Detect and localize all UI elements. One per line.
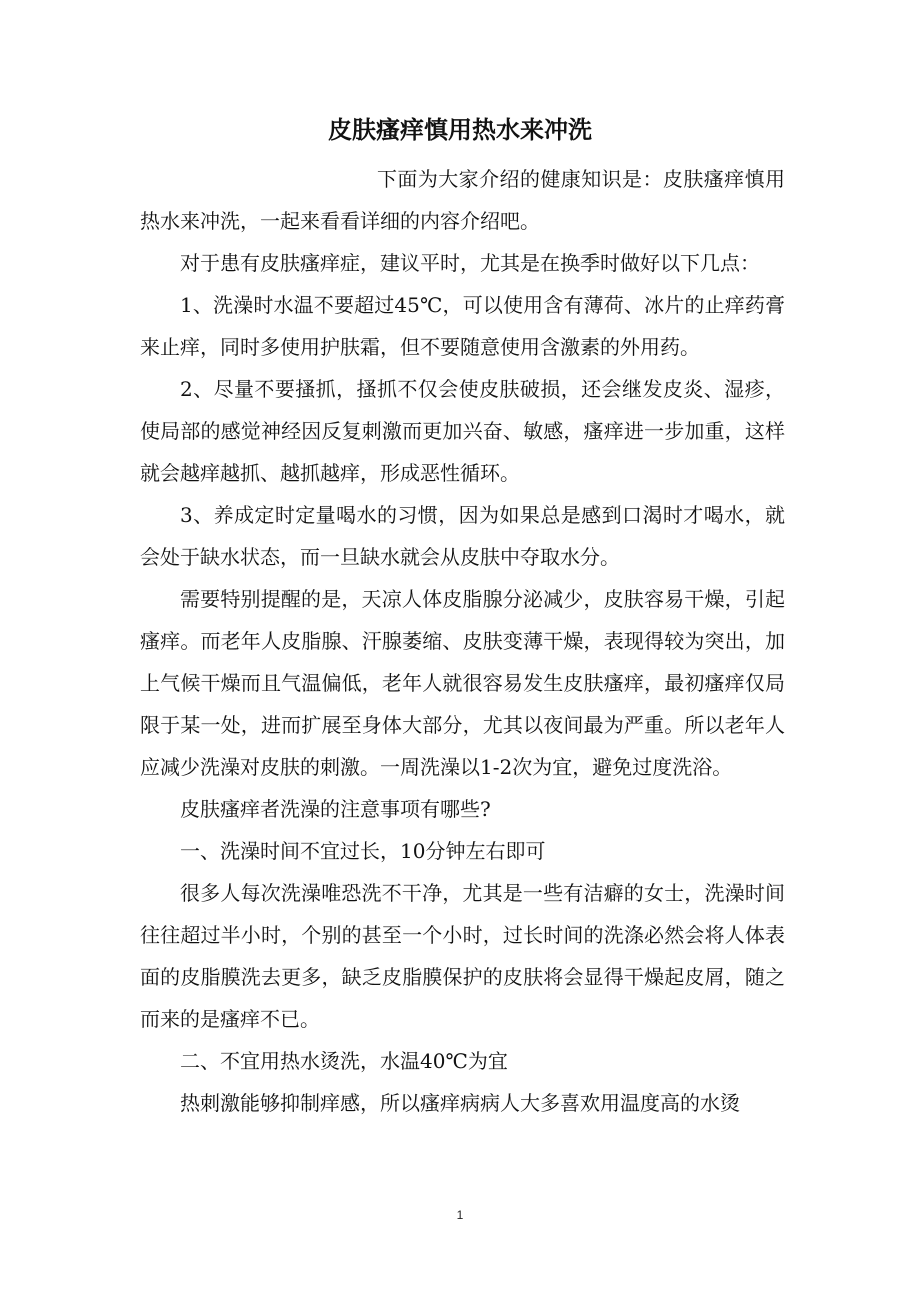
paragraph-heat-stimulus: 热刺激能够抑制痒感，所以瘙痒病病人大多喜欢用温度高的水烫 [180,1091,740,1115]
paragraph-intro: 下面为大家介绍的健康知识是：皮肤瘙痒慎用热水来冲洗，一起来看看详细的内容介绍吧。 [140,167,785,233]
paragraph-reminder: 需要特别提醒的是，天凉人体皮脂腺分泌减少，皮肤容易干燥，引起瘙痒。而老年人皮脂腺、汗腺萎缩、皮肤变薄干燥，表现得较为突出，加上气候干燥而且气温偏低，老年人就很容易发生皮肤瘙痒，最初瘙痒仅局限于某一处，进而扩展至身体大部分，尤其以夜间最为严重。所以老年人应减少洗澡对皮肤的刺激。一周洗澡以1-2次为宜，避免过度洗浴。 [140,587,785,779]
document-body [140,158,785,1124]
paragraph-point-3: 3、养成定时定量喝水的习惯，因为如果总是感到口渴时才喝水，就会处于缺水状态，而一旦缺水就会从皮肤中夺取水分。 [140,503,785,569]
heading-point-one: 一、洗澡时间不宜过长，10分钟左右即可 [180,839,546,863]
paragraph-point-1: 1、洗澡时水温不要超过45℃，可以使用含有薄荷、冰片的止痒药膏来止痒，同时多使用护肤霜，但不要随意使用含激素的外用药。 [140,293,785,359]
paragraph-bath-duration: 很多人每次洗澡唯恐洗不干净，尤其是一些有洁癖的女士，洗澡时间往往超过半小时，个别的甚至一个小时，过长时间的洗涤必然会将人体表面的皮脂膜洗去更多，缺乏皮脂膜保护的皮肤将会显得干燥起皮屑，随之而来的是瘙痒不已。 [140,881,785,1031]
page-number: 1 [456,1208,464,1222]
paragraph-question: 皮肤瘙痒者洗澡的注意事项有哪些? [180,797,491,821]
paragraph-point-2: 2、尽量不要搔抓，搔抓不仅会使皮肤破损，还会继发皮炎、湿疹，使局部的感觉神经因反复刺激而更加兴奋、敏感，瘙痒进一步加重，这样就会越痒越抓、越抓越痒，形成恶性循环。 [140,377,785,485]
document-title: 皮肤瘙痒慎用热水来冲洗 [328,116,592,144]
paragraph-advice-lead: 对于患有皮肤瘙痒症，建议平时，尤其是在换季时做好以下几点： [180,251,760,275]
heading-point-two: 二、不宜用热水烫洗，水温40℃为宜 [180,1049,508,1073]
